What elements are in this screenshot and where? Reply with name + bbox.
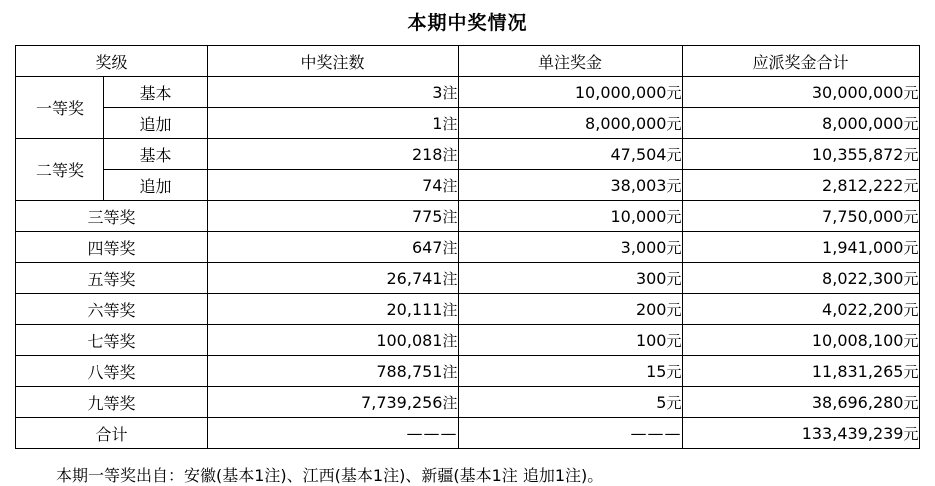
row-count-value: 218	[411, 144, 443, 164]
table-row	[16, 232, 919, 263]
row-total-prize-value: 2,812,222	[822, 175, 904, 195]
row-total-prize-suffix: 元	[903, 176, 919, 195]
row-total-prize-suffix: 元	[903, 207, 919, 226]
page-title: 本期中奖情况	[407, 12, 528, 34]
row-level: 二等奖	[16, 139, 104, 201]
row-unit-prize-suffix: 元	[666, 83, 682, 102]
row-count	[207, 387, 458, 418]
row-total-prize-value: 8,000,000	[822, 113, 904, 133]
table-row	[16, 77, 919, 108]
row-level: 八等奖	[16, 356, 207, 387]
row-total-prize	[682, 294, 919, 325]
row-total-prize	[682, 387, 919, 418]
row-level: 六等奖	[16, 294, 207, 325]
row-unit-prize-value: 10,000	[610, 206, 667, 226]
header-total-prize: 应派奖金合计	[682, 46, 919, 77]
row-sub-level: 基本	[104, 139, 207, 170]
table-row-total	[16, 418, 919, 449]
row-unit-prize-value: 8,000,000	[585, 113, 667, 133]
row-total-prize-suffix: 元	[903, 269, 919, 288]
row-level: 五等奖	[16, 263, 207, 294]
row-count-value: 74	[422, 175, 443, 195]
row-unit-prize	[458, 77, 682, 108]
row-total-prize-value: 10,008,100	[811, 330, 904, 350]
table-row	[16, 263, 919, 294]
row-unit-prize-suffix: 元	[666, 300, 682, 319]
row-total-prize	[682, 170, 919, 201]
header-level: 奖级	[16, 46, 207, 77]
row-total-prize-suffix: 元	[903, 83, 919, 102]
row-count-value: 26,741	[386, 268, 443, 288]
row-total-prize-value: 30,000,000	[811, 82, 904, 102]
row-count-value: 3	[432, 82, 443, 102]
row-unit-prize-suffix: 元	[666, 331, 682, 350]
table-row	[16, 356, 919, 387]
row-count-unit: 注	[442, 300, 458, 319]
table-header	[16, 46, 919, 77]
row-unit-prize-suffix: 元	[666, 207, 682, 226]
row-total-prize-value: 38,696,280	[811, 392, 904, 412]
row-unit-prize-suffix: 元	[666, 238, 682, 257]
row-total-prize-suffix: 元	[903, 424, 919, 443]
row-unit-prize	[458, 201, 682, 232]
row-sub-level: 基本	[104, 77, 207, 108]
table-row	[16, 170, 919, 201]
row-unit-prize	[458, 356, 682, 387]
row-unit-prize-suffix: 元	[666, 393, 682, 412]
row-count	[207, 356, 458, 387]
row-unit-prize-value: 3,000	[620, 237, 667, 257]
row-level: 七等奖	[16, 325, 207, 356]
row-unit-prize-value: 100	[635, 330, 667, 350]
row-count-value: 7,739,256	[361, 392, 443, 412]
row-total-prize	[682, 77, 919, 108]
row-unit-prize-value: 5	[656, 392, 667, 412]
row-unit-prize	[458, 387, 682, 418]
row-level: 三等奖	[16, 201, 207, 232]
row-count-value: 788,751	[376, 361, 443, 381]
row-count-unit: 注	[442, 393, 458, 412]
row-sub-level: 追加	[104, 170, 207, 201]
row-count	[207, 201, 458, 232]
row-count-value: 20,111	[386, 299, 443, 319]
row-unit-prize	[458, 139, 682, 170]
row-count-unit: 注	[442, 331, 458, 350]
row-total-prize-suffix: 元	[903, 331, 919, 350]
row-total-prize-value: 1,941,000	[822, 237, 904, 257]
row-unit-prize-value: 38,003	[610, 175, 667, 195]
row-level: 四等奖	[16, 232, 207, 263]
row-level: 一等奖	[16, 77, 104, 139]
row-count	[207, 294, 458, 325]
row-unit-prize	[458, 170, 682, 201]
row-total-prize-value: 10,355,872	[811, 144, 904, 164]
row-unit-prize-value: 47,504	[610, 144, 667, 164]
row-total-prize	[682, 263, 919, 294]
table-row	[16, 139, 919, 170]
row-unit-prize	[458, 232, 682, 263]
row-unit-prize-value: 200	[635, 299, 667, 319]
row-unit-prize-value: 10,000,000	[574, 82, 667, 102]
row-count-unit: 注	[442, 362, 458, 381]
row-count-unit: 注	[442, 176, 458, 195]
row-count-unit: 注	[442, 114, 458, 133]
row-total-prize-suffix: 元	[903, 238, 919, 257]
row-count	[207, 170, 458, 201]
row-total-prize	[682, 108, 919, 139]
row-unit-prize-value: 300	[635, 268, 667, 288]
row-unit-prize	[458, 294, 682, 325]
row-sub-level: 追加	[104, 108, 207, 139]
table-header-row	[16, 46, 919, 77]
table-row	[16, 325, 919, 356]
row-count-value: 647	[411, 237, 443, 257]
row-unit-prize	[458, 325, 682, 356]
row-level: 九等奖	[16, 387, 207, 418]
row-count	[207, 325, 458, 356]
table-row	[16, 294, 919, 325]
row-unit-prize: ———	[458, 418, 682, 449]
row-total-prize-value: 4,022,200	[822, 299, 904, 319]
table-row	[16, 108, 919, 139]
row-unit-prize-suffix: 元	[666, 176, 682, 195]
footnote: 本期一等奖出自：安徽(基本1注)、江西(基本1注)、新疆(基本1注 追加1注)。	[56, 466, 604, 485]
row-unit-prize	[458, 263, 682, 294]
row-count-unit: 注	[442, 145, 458, 164]
row-total-prize-suffix: 元	[903, 114, 919, 133]
row-total-prize	[682, 139, 919, 170]
row-count	[207, 263, 458, 294]
table-body	[16, 77, 919, 449]
row-total-prize-suffix: 元	[903, 145, 919, 164]
row-total-prize-value: 133,439,239	[801, 423, 904, 443]
table-row	[16, 201, 919, 232]
row-count-value: 775	[411, 206, 443, 226]
prize-table	[15, 45, 919, 449]
row-level: 合计	[16, 418, 207, 449]
row-count	[207, 232, 458, 263]
row-count-unit: 注	[442, 83, 458, 102]
row-unit-prize	[458, 108, 682, 139]
row-count	[207, 77, 458, 108]
row-total-prize	[682, 201, 919, 232]
row-unit-prize-value: 15	[646, 361, 667, 381]
row-count-value: 100,081	[376, 330, 443, 350]
header-count: 中奖注数	[207, 46, 458, 77]
row-total-prize	[682, 232, 919, 263]
row-total-prize-value: 7,750,000	[822, 206, 904, 226]
row-unit-prize-suffix: 元	[666, 114, 682, 133]
row-unit-prize-suffix: 元	[666, 269, 682, 288]
row-total-prize	[682, 325, 919, 356]
row-count-value: 1	[432, 113, 443, 133]
row-unit-prize-suffix: 元	[666, 145, 682, 164]
header-unit-prize: 单注奖金	[458, 46, 682, 77]
row-total-prize-value: 11,831,265	[811, 361, 904, 381]
row-total-prize	[682, 418, 919, 449]
row-total-prize	[682, 356, 919, 387]
row-count-unit: 注	[442, 269, 458, 288]
row-total-prize-value: 8,022,300	[822, 268, 904, 288]
row-unit-prize-suffix: 元	[666, 362, 682, 381]
row-total-prize-suffix: 元	[903, 393, 919, 412]
row-count-unit: 注	[442, 207, 458, 226]
row-count-unit: 注	[442, 238, 458, 257]
row-count	[207, 108, 458, 139]
table-row	[16, 387, 919, 418]
row-count	[207, 139, 458, 170]
row-count: ———	[207, 418, 458, 449]
row-total-prize-suffix: 元	[903, 362, 919, 381]
row-total-prize-suffix: 元	[903, 300, 919, 319]
